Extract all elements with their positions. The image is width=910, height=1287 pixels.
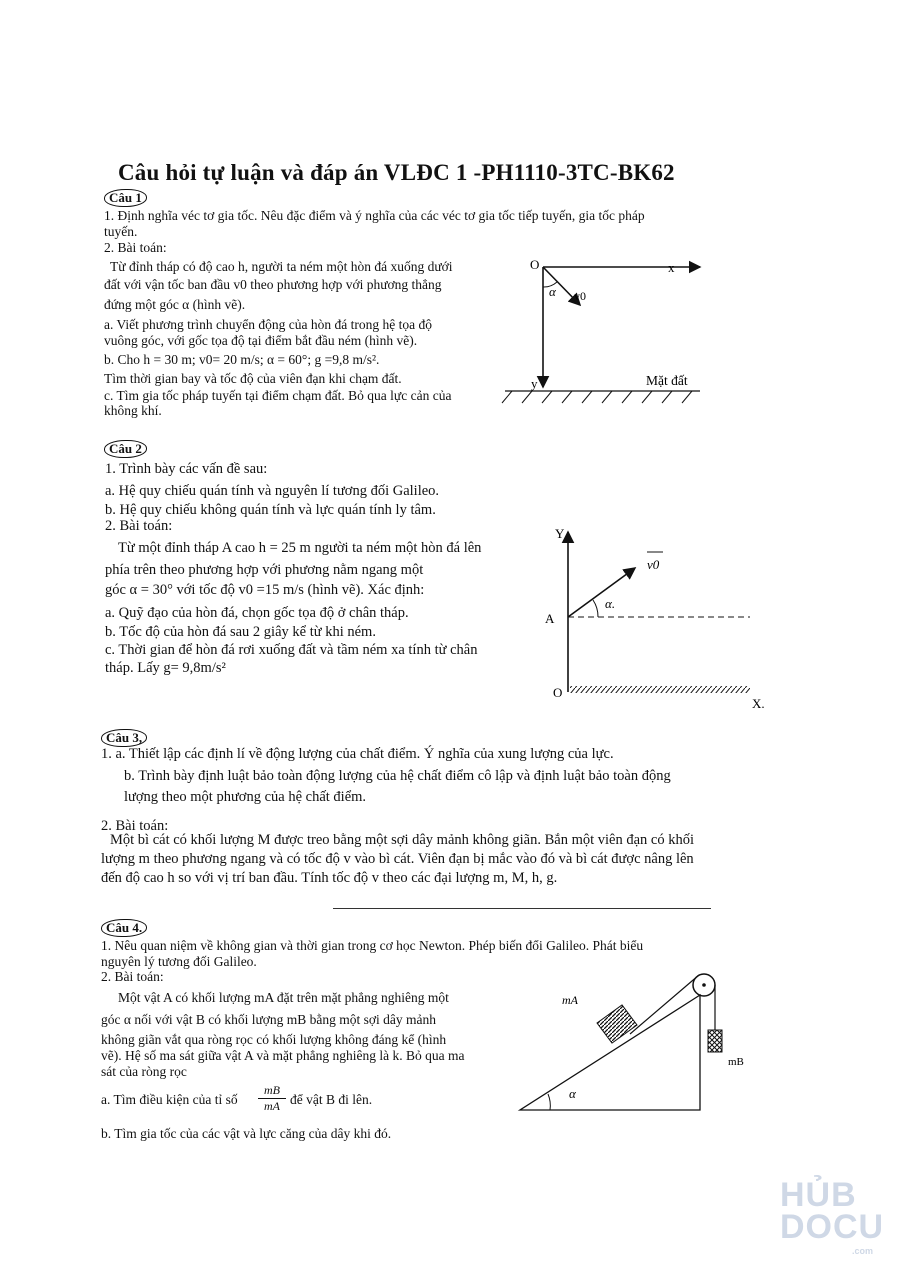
q4-line-6: không giãn vắt qua ròng rọc có khối lượng không đáng kể (hình [101,1032,447,1047]
q4-alpha-label: α [569,1086,576,1101]
q1-line-2: tuyến. [104,224,138,239]
q2-v0-label: v0 [647,557,660,572]
q2-line-11: tháp. Lấy g= 9,8m/s² [105,660,226,676]
q1-line-12: không khí. [104,403,162,418]
q1-line-11: c. Tìm gia tốc pháp tuyến tại điểm chạm đất. Bỏ qua lực cản của [104,388,452,403]
q1-line-7: a. Viết phương trình chuyển động của hòn đá trong hệ tọa độ [104,317,432,332]
q2-y-label: Y [555,526,565,541]
q4-line-10: b. Tìm gia tốc của các vật và lực căng của dây khi đó. [101,1126,392,1141]
q2-angle-arc [593,600,598,617]
q1-v0-label: v0 [574,289,586,303]
q1-origin-label: O [530,257,540,272]
q4-ratio-denominator: mA [264,1099,280,1113]
separator-line [333,908,711,909]
q2-line-2: a. Hệ quy chiếu quán tính và nguyên lí tương đối Galileo. [105,483,440,499]
q1-line-6: đứng một góc α (hình vẽ). [104,297,246,312]
q4-ma-label: mA [562,993,578,1007]
q2-origin-label: O [553,685,563,700]
q4-line-9a: a. Tìm điều kiện của tỉ số [101,1092,238,1107]
watermark-logo-dotcom: .com [852,1246,874,1256]
q2-line-6: phía trên theo phương hợp với phương nằm ngang một [105,562,424,578]
q2-alpha-label: α. [605,596,616,611]
watermark-logo-line1: HỦB [780,1176,857,1214]
q3-line-1: 1. a. Thiết lập các định lí về động lượng của chất điểm. Ý nghĩa của xung lượng của lực. [101,746,614,762]
q2-velocity-vector [568,568,635,617]
q1-ground-hatch [502,391,692,403]
q1-x-label: x [668,260,675,275]
question-2-label: Câu 2 [104,440,147,458]
document-title: Câu hỏi tự luận và đáp án VLĐC 1 -PH1110-3TC-BK62 [118,160,675,185]
q4-pulley-axle [702,983,706,987]
q4-block-b [708,1030,722,1052]
q4-angle-arc [548,1094,550,1110]
q4-line-1: 1. Nêu quan niệm về không gian và thời gian trong cơ học Newton. Phép biến đổi Galileo. Phát biểu [101,938,644,953]
q2-ground [570,686,750,693]
q3-line-5: Một bì cát có khối lượng M được treo bằng một sợi dây mảnh không giãn. Bắn một viên đạn có khối [110,832,694,848]
q1-alpha-label: α [549,284,556,299]
q2-line-10: c. Thời gian để hòn đá rơi xuống đất và tầm ném xa tính từ chân [105,642,478,658]
q1-line-8: vuông góc, với gốc tọa độ tại điểm bắt đầu ném (hình vẽ). [104,333,418,348]
q2-line-1: 1. Trình bày các vấn đề sau: [105,461,268,477]
q3-line-2: b. Trình bày định luật bảo toàn động lượng của hệ chất điểm cô lập và định luật bảo toàn động [124,768,671,784]
q1-line-10: Tìm thời gian bay và tốc độ của viên đạn khi chạm đất. [104,371,402,386]
q4-mb-label: mB [728,1056,744,1068]
q4-line-4: Một vật A có khối lượng mA đặt trên mặt phẳng nghiêng một [118,990,449,1005]
q3-line-7: đến độ cao h so với vị trí ban đầu. Tính tốc độ v theo các đại lượng m, M, h, g. [101,870,558,886]
q4-incline [520,995,700,1110]
q4-ratio-numerator: mB [258,1083,286,1099]
q1-line-5: đất với vận tốc ban đầu v0 theo phương hợp với phương thẳng [104,277,442,292]
question-3-label: Câu 3, [101,729,147,747]
q4-line-9b: để vật B đi lên. [290,1092,373,1107]
q4-line-2: nguyên lý tương đối Galileo. [101,954,257,969]
q4-block-a [597,1005,637,1043]
question-4-label: Câu 4. [101,919,147,937]
q3-line-4: 2. Bài toán: [101,818,169,834]
q2-a-label: A [545,611,555,626]
q1-line-4: Từ đỉnh tháp có độ cao h, người ta ném một hòn đá xuống dưới [110,259,453,274]
q2-line-8: a. Quỹ đạo của hòn đá, chọn gốc tọa độ ở chân tháp. [105,605,409,621]
q2-line-3: b. Hệ quy chiếu không quán tính và lực quán tính ly tâm. [105,502,436,518]
q4-rope-incline [630,975,699,1034]
q3-line-3: lượng theo một phương của hệ chất điểm. [124,789,367,805]
q1-line-1: 1. Định nghĩa véc tơ gia tốc. Nêu đặc điểm và ý nghĩa của các véc tơ gia tốc tiếp tuyến, gia tốc pháp [104,208,645,223]
q4-line-7: vẽ). Hệ số ma sát giữa vật A và mặt phẳng nghiêng là k. Bỏ qua ma [101,1048,465,1063]
q2-line-5: Từ một đỉnh tháp A cao h = 25 m người ta ném một hòn đá lên [118,540,482,556]
watermark-logo-line2: DOCU [780,1208,885,1246]
q1-ground-label: Mặt đất [646,373,688,388]
q4-line-5: góc α nối với vật B có khối lượng mB bằng một sợi dây mảnh [101,1012,437,1027]
q1-figure [500,255,710,415]
q3-line-6: lượng m theo phương ngang và có tốc độ v vào bì cát. Viên đạn bị mắc vào đó và bì cát được nâng lên [101,851,694,867]
q2-line-4: 2. Bài toán: [105,518,173,534]
q2-x-label: X. [752,696,765,710]
q4-figure [512,965,772,1120]
q2-line-7: góc α = 30° với tốc độ v0 =15 m/s (hình vẽ). Xác định: [105,582,425,598]
q4-ratio-fraction [258,1083,286,1114]
q4-line-8: sát của ròng rọc [101,1064,187,1079]
q1-line-9: b. Cho h = 30 m; v0= 20 m/s; α = 60°; g =9,8 m/s². [104,352,380,367]
q1-line-3: 2. Bài toán: [104,240,167,255]
q2-figure [535,520,770,710]
q2-line-9: b. Tốc độ của hòn đá sau 2 giây kể từ khi ném. [105,624,376,640]
q4-line-3: 2. Bài toán: [101,969,164,984]
q1-y-label: y [531,376,538,391]
question-1-label: Câu 1 [104,189,147,207]
